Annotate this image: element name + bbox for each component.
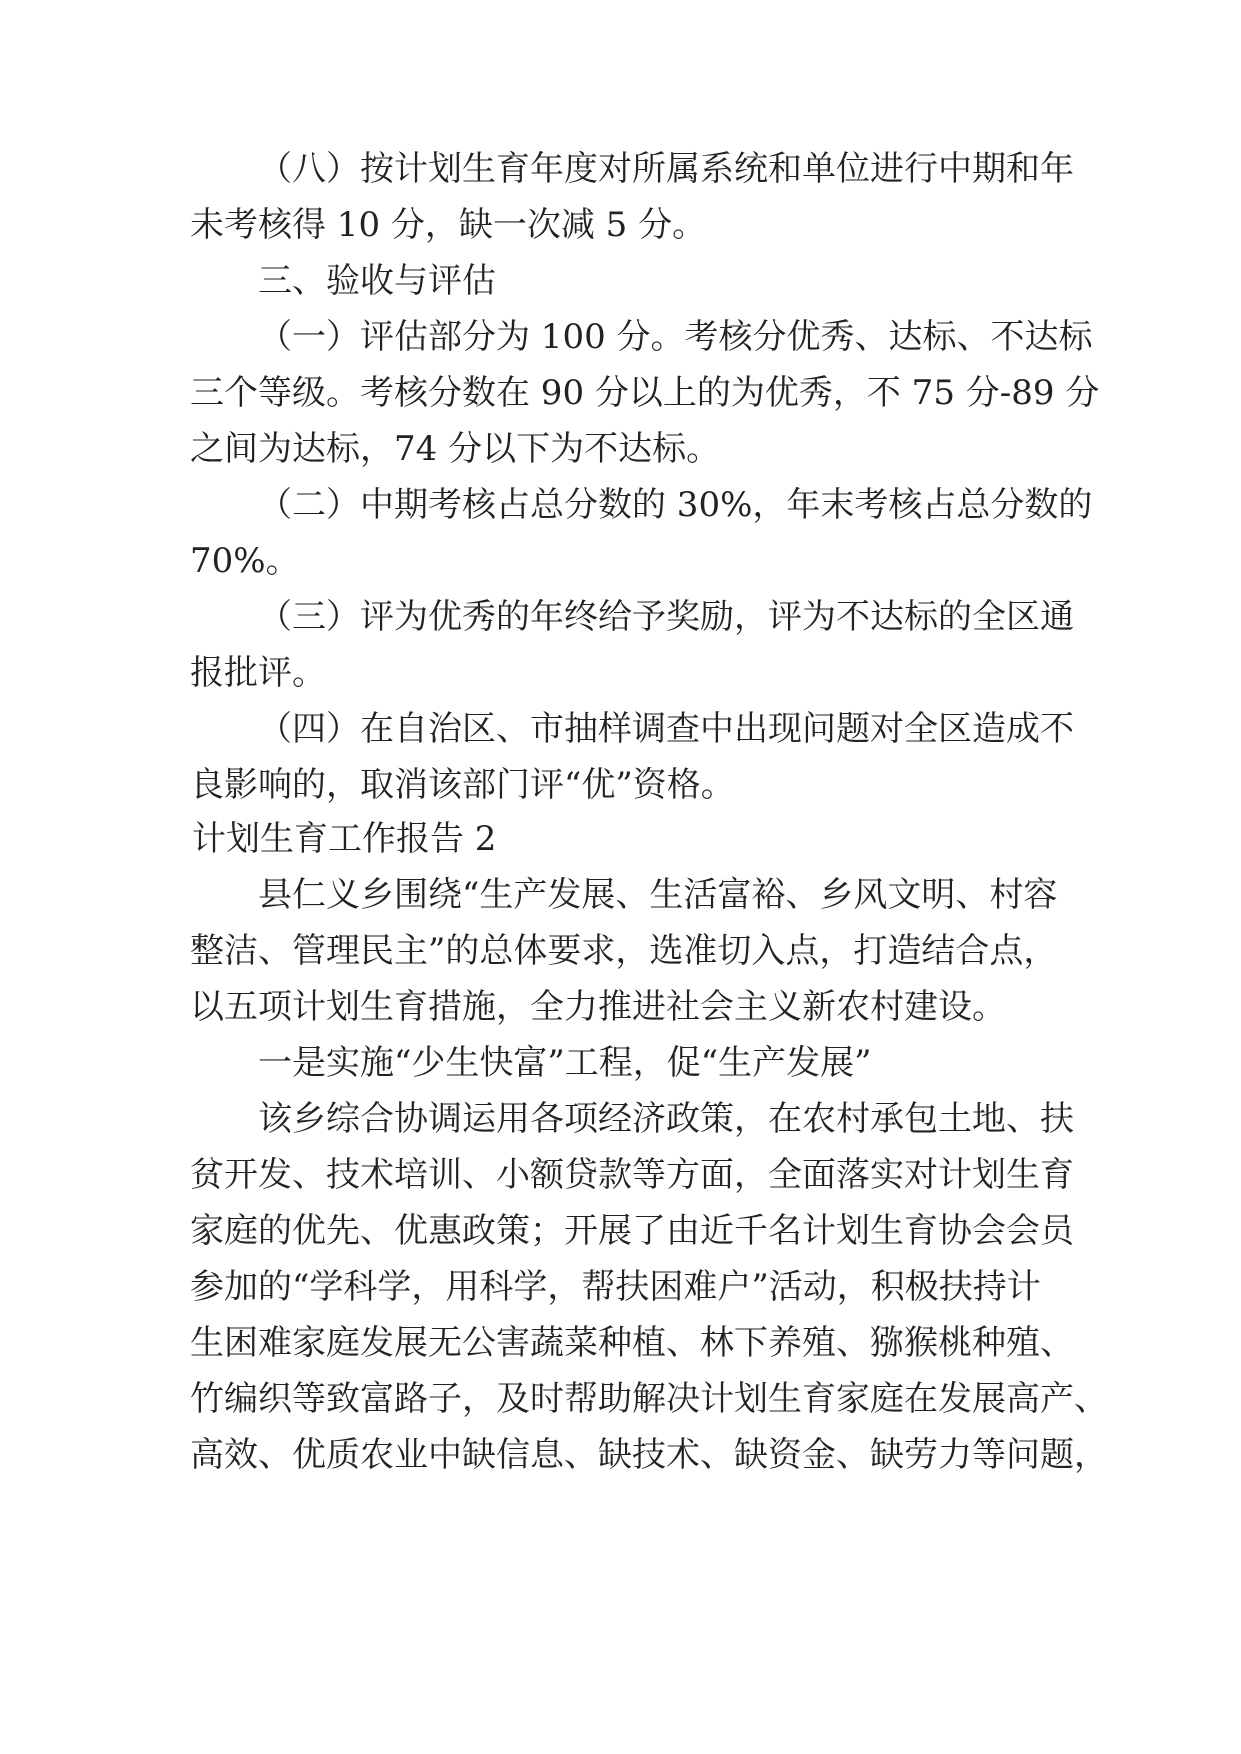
paragraph-line: （二）中期考核占总分数的 30%，年末考核占总分数的 <box>258 485 1093 525</box>
paragraph-line: 良影响的，取消该部门评“优”资格。 <box>190 765 735 805</box>
paragraph-line: （三）评为优秀的年终给予奖励，评为不达标的全区通 <box>258 597 1074 637</box>
paragraph-line: （一）评估部分为 100 分。考核分优秀、达标、不达标 <box>258 317 1093 357</box>
paragraph-line: 贫开发、技术培训、小额贷款等方面，全面落实对计划生育 <box>190 1155 1074 1195</box>
paragraph-line: 生困难家庭发展无公害蔬菜种植、林下养殖、猕猴桃种殖、 <box>190 1323 1074 1363</box>
paragraph-line: 整洁、管理民主”的总体要求，选准切入点，打造结合点， <box>190 931 1058 971</box>
paragraph-line: 高效、优质农业中缺信息、缺技术、缺资金、缺劳力等问题， <box>190 1435 1108 1475</box>
paragraph-line: 三个等级。考核分数在 90 分以上的为优秀，不 75 分-89 分 <box>190 373 1100 413</box>
paragraph-line: 竹编织等致富路子，及时帮助解决计划生育家庭在发展高产、 <box>190 1379 1108 1419</box>
paragraph-line: （八）按计划生育年度对所属系统和单位进行中期和年 <box>258 149 1074 189</box>
paragraph-line: 家庭的优先、优惠政策；开展了由近千名计划生育协会会员 <box>190 1211 1074 1251</box>
paragraph-line: 参加的“学科学，用科学，帮扶困难户”活动，积极扶持计 <box>190 1267 1041 1307</box>
section-heading: 一是实施“少生快富”工程，促“生产发展” <box>258 1043 872 1083</box>
paragraph-line: 以五项计划生育措施，全力推进社会主义新农村建设。 <box>190 987 1006 1027</box>
paragraph-line: 未考核得 10 分，缺一次减 5 分。 <box>190 205 707 245</box>
paragraph-line: 该乡综合协调运用各项经济政策，在农村承包土地、扶 <box>258 1099 1074 1139</box>
document-title: 计划生育工作报告 2 <box>192 819 497 859</box>
paragraph-line: 报批评。 <box>190 653 326 693</box>
paragraph-line: 县仁义乡围绕“生产发展、生活富裕、乡风文明、村容 <box>258 875 1058 915</box>
paragraph-line: 之间为达标，74 分以下为不达标。 <box>190 429 721 469</box>
paragraph-line: （四）在自治区、市抽样调查中出现问题对全区造成不 <box>258 709 1074 749</box>
section-heading: 三、验收与评估 <box>258 261 496 301</box>
paragraph-line: 70%。 <box>190 541 300 581</box>
